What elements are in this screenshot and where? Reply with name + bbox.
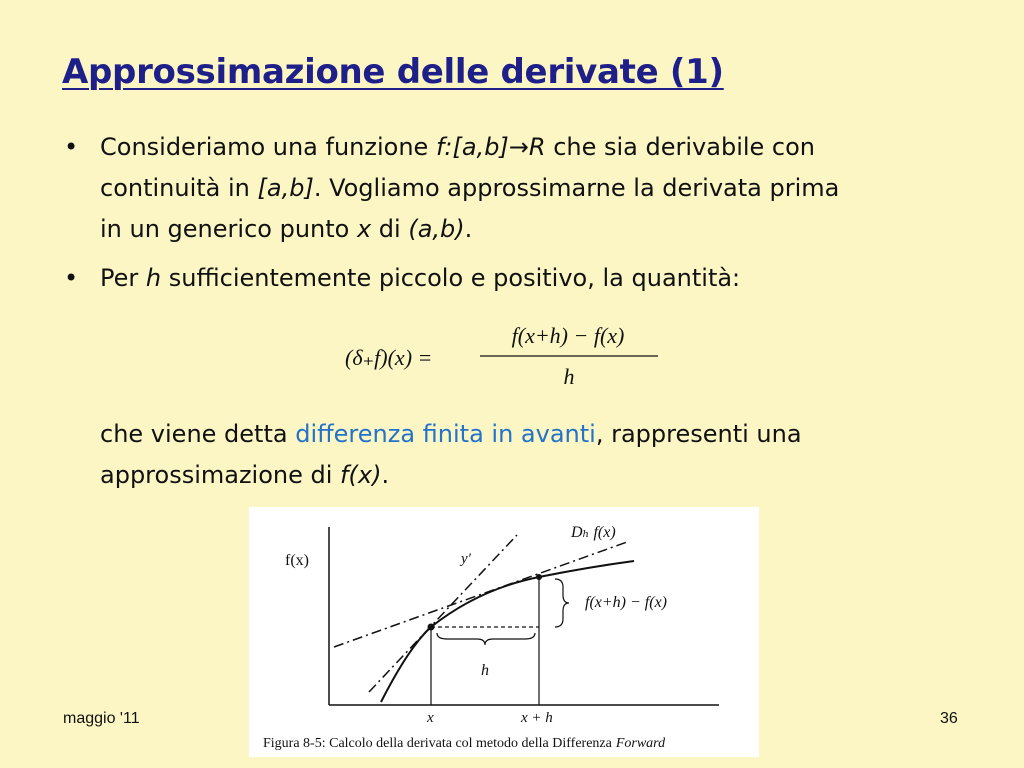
text-span: Per bbox=[100, 264, 146, 292]
interval: [a,b] bbox=[257, 174, 314, 202]
slide-number: 36 bbox=[940, 710, 958, 727]
formula-lhs: (δ₊f)(x) = bbox=[345, 345, 433, 370]
continuation-text bbox=[100, 414, 980, 496]
text-span: che sia derivabile con bbox=[545, 133, 816, 161]
tangent-line bbox=[369, 535, 517, 692]
function-fx: f(x) bbox=[340, 461, 382, 489]
bullet-1-line-1 bbox=[100, 127, 980, 168]
footer-date: maggio '11 bbox=[63, 710, 140, 727]
bullet-marker: • bbox=[64, 133, 79, 161]
bullet-1-line-3 bbox=[100, 209, 980, 250]
function-signature: f:[a,b]→R bbox=[435, 133, 546, 161]
variable-x: x bbox=[356, 215, 372, 243]
continuation-line-2 bbox=[100, 455, 980, 496]
diff-label: f(x+h) − f(x) bbox=[585, 594, 667, 611]
forward-difference-formula bbox=[340, 318, 670, 398]
text-span: , rappresenti una bbox=[595, 420, 802, 448]
text-span: sufficientemente piccolo e positivo, la quantità: bbox=[161, 264, 741, 292]
formula-denominator: h bbox=[563, 364, 575, 389]
slide-title: Approssimazione delle derivate (1) bbox=[62, 52, 724, 92]
figure-diagram bbox=[249, 507, 759, 757]
open-interval: (a,b) bbox=[408, 215, 465, 243]
highlighted-term: differenza finita in avanti bbox=[295, 420, 596, 448]
tangent-label: y′ bbox=[461, 551, 471, 567]
variable-h: h bbox=[145, 264, 162, 292]
bullet-1-text bbox=[100, 127, 980, 250]
caption-italic: Forward bbox=[615, 736, 666, 751]
bullet-1-line-2 bbox=[100, 168, 980, 209]
bullet-2-text bbox=[100, 258, 980, 299]
caption-text: Figura 8-5: Calcolo della derivata col metodo della Differenza bbox=[263, 736, 612, 751]
secant-label: Dₕ f(x) bbox=[571, 524, 616, 541]
text-span: approssimazione di bbox=[100, 461, 341, 489]
xh-tick-label: x + h bbox=[521, 710, 553, 726]
text-span: che viene detta bbox=[100, 420, 296, 448]
text-span: di bbox=[371, 215, 409, 243]
text-span: in un generico punto bbox=[100, 215, 357, 243]
bullet-marker: • bbox=[64, 264, 79, 292]
y-axis-label: f(x) bbox=[285, 552, 309, 569]
text-span: . bbox=[464, 215, 473, 243]
function-curve bbox=[381, 561, 634, 702]
h-brace bbox=[437, 633, 535, 645]
x-tick-label: x bbox=[427, 710, 434, 726]
diff-brace bbox=[555, 579, 569, 627]
figure-caption bbox=[263, 736, 666, 751]
text-span: continuità in bbox=[100, 174, 258, 202]
text-span: . Vogliamo approssimarne la derivata prima bbox=[313, 174, 840, 202]
secant-line bbox=[334, 542, 627, 647]
text-span: Consideriamo una funzione bbox=[100, 133, 436, 161]
continuation-line-1 bbox=[100, 414, 980, 455]
text-span: . bbox=[381, 461, 390, 489]
formula-numerator: f(x+h) − f(x) bbox=[511, 323, 625, 348]
forward-difference-figure bbox=[249, 507, 759, 757]
h-label: h bbox=[481, 662, 489, 679]
